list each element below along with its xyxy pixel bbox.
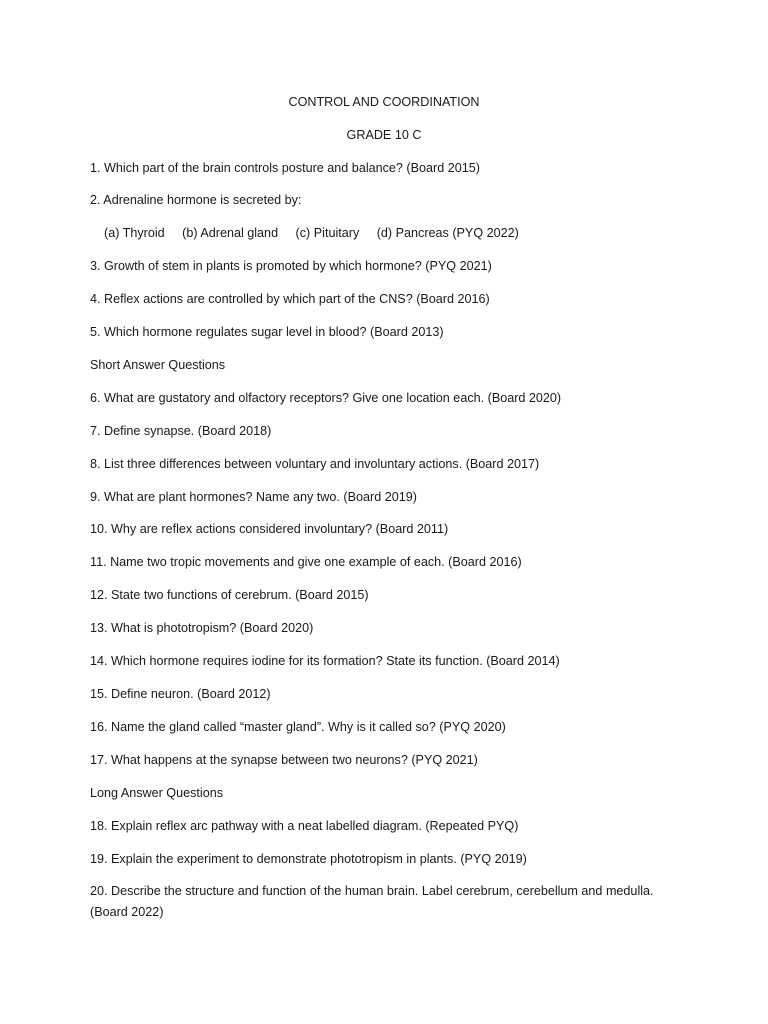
question-10: 10. Why are reflex actions considered involuntary? (Board 2011): [90, 522, 449, 536]
question-4: 4. Reflex actions are controlled by which part of the CNS? (Board 2016): [90, 292, 490, 306]
grade-label: GRADE 10 C: [346, 128, 422, 142]
question-8: 8. List three differences between voluntary and involuntary actions. (Board 2017): [90, 457, 540, 471]
section-heading-long: Long Answer Questions: [90, 786, 224, 800]
question-14: 14. Which hormone requires iodine for its formation? State its function. (Board 2014): [90, 654, 560, 668]
question-2-options: (a) Thyroid (b) Adrenal gland (c) Pituitary (d) Pancreas (PYQ 2022): [104, 226, 519, 240]
question-7: 7. Define synapse. (Board 2018): [90, 424, 272, 438]
question-18: 18. Explain reflex arc pathway with a neat labelled diagram. (Repeated PYQ): [90, 819, 519, 833]
question-5: 5. Which hormone regulates sugar level in blood? (Board 2013): [90, 325, 444, 339]
question-2: 2. Adrenaline hormone is secreted by:: [90, 193, 302, 207]
question-20: 20. Describe the structure and function of the human brain. Label cerebrum, cerebellum and medulla. (Board 2022): [90, 884, 654, 919]
question-12: 12. State two functions of cerebrum. (Board 2015): [90, 588, 369, 602]
question-3: 3. Growth of stem in plants is promoted by which hormone? (PYQ 2021): [90, 259, 492, 273]
question-13: 13. What is phototropism? (Board 2020): [90, 621, 314, 635]
question-19: 19. Explain the experiment to demonstrate phototropism in plants. (PYQ 2019): [90, 852, 527, 866]
page-title: CONTROL AND COORDINATION: [288, 95, 480, 109]
question-1: 1. Which part of the brain controls posture and balance? (Board 2015): [90, 161, 480, 175]
question-11: 11. Name two tropic movements and give one example of each. (Board 2016): [90, 555, 522, 569]
question-16: 16. Name the gland called “master gland”. Why is it called so? (PYQ 2020): [90, 720, 506, 734]
question-6: 6. What are gustatory and olfactory receptors? Give one location each. (Board 2020): [90, 391, 562, 405]
section-heading-short: Short Answer Questions: [90, 358, 226, 372]
question-9: 9. What are plant hormones? Name any two. (Board 2019): [90, 490, 417, 504]
question-15: 15. Define neuron. (Board 2012): [90, 687, 271, 701]
question-17: 17. What happens at the synapse between two neurons? (PYQ 2021): [90, 753, 478, 767]
